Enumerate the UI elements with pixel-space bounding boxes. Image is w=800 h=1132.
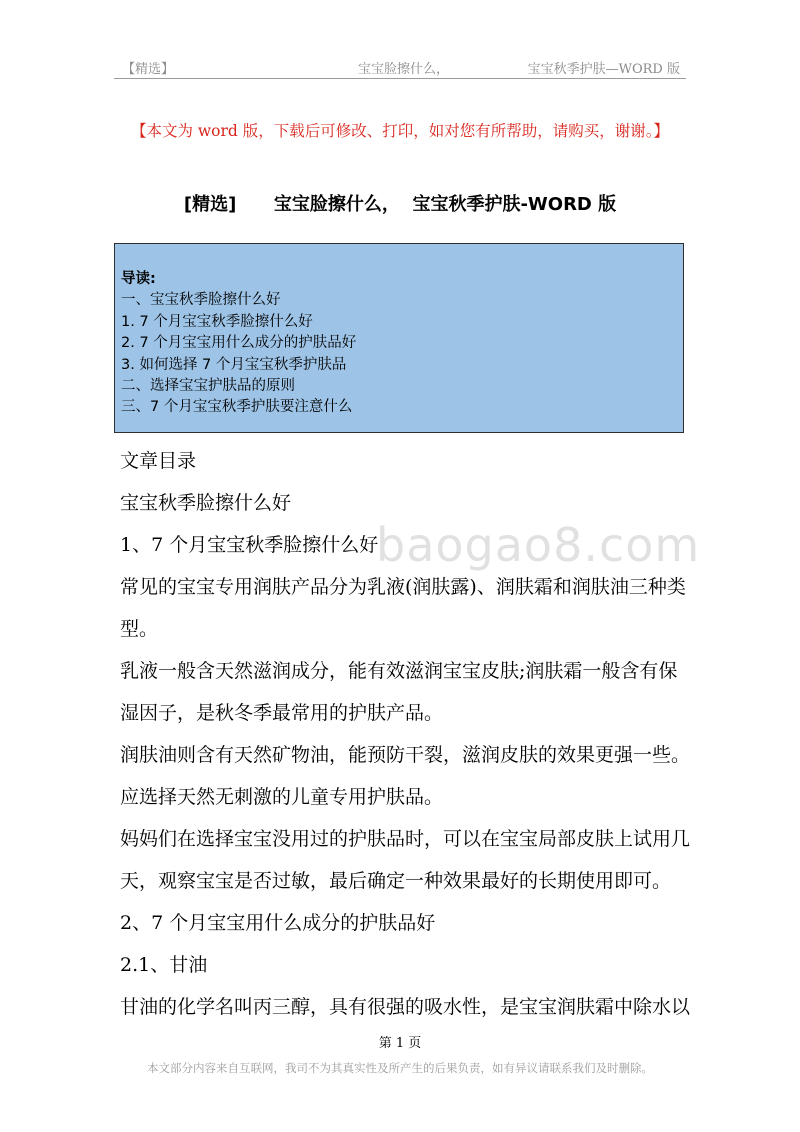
subsection-heading: 2.1、甘油	[120, 954, 208, 976]
page-header	[114, 56, 686, 79]
site-watermark: baogao8.com	[376, 518, 701, 572]
section-heading: 宝宝秋季脸擦什么好	[120, 492, 292, 514]
paragraph: 润肤油则含有天然矿物油，能预防干裂，滋润皮肤的效果更强一些。	[120, 744, 691, 766]
document-title: [精选] 宝宝脸擦什么， 宝宝秋季护肤-WORD 版	[183, 194, 617, 215]
purchase-notice: 【本文为 word 版，下载后可修改、打印，如对您有所帮助，请购买，谢谢。】	[130, 122, 670, 140]
paragraph: 常见的宝宝专用润肤产品分为乳液(润肤露)、润肤霜和润肤油三种类型。	[120, 576, 686, 640]
paragraph: 甘油的化学名叫丙三醇，具有很强的吸水性，是宝宝润肤霜中除水以	[120, 996, 691, 1018]
toc-item: 一、宝宝秋季脸擦什么好	[121, 292, 281, 309]
toc-item: 二、选择宝宝护肤品的原则	[121, 378, 295, 395]
subsection-heading: 2、7 个月宝宝用什么成分的护肤品好	[120, 912, 436, 934]
toc-item: 3. 如何选择 7 个月宝宝秋季护肤品	[121, 356, 347, 373]
section-label: 文章目录	[120, 450, 197, 472]
footer-disclaimer: 本文部分内容来自互联网，我司不为其真实性及所产生的后果负责，如有异议请联系我们及时删除。	[147, 1061, 653, 1075]
paragraph: 乳液一般含天然滋润成分，能有效滋润宝宝皮肤;润肤霜一般含有保湿因子，是秋冬季最常用的护肤产品。	[120, 660, 678, 724]
toc-item: 1. 7 个月宝宝秋季脸擦什么好	[121, 313, 313, 330]
header-middle: 宝宝脸擦什么，	[358, 62, 450, 77]
reading-guide-box	[114, 243, 684, 433]
header-left: 【精选】	[122, 62, 175, 77]
paragraph: 妈妈们在选择宝宝没用过的护肤品时，可以在宝宝局部皮肤上试用几天，观察宝宝是否过敏，最后确定一种效果最好的长期使用即可。	[120, 828, 691, 892]
toc-item: 三、7 个月宝宝秋季护肤要注意什么	[121, 399, 353, 416]
reading-guide-heading: 导读:	[121, 271, 156, 287]
header-right: 宝宝秋季护肤—WORD 版	[527, 62, 680, 77]
paragraph: 应选择天然无刺激的儿童专用护肤品。	[120, 786, 444, 808]
toc-item: 2. 7 个月宝宝用什么成分的护肤品好	[121, 335, 357, 352]
page-number: 第 1 页	[378, 1036, 422, 1051]
subsection-heading: 1、7 个月宝宝秋季脸擦什么好	[120, 534, 379, 556]
